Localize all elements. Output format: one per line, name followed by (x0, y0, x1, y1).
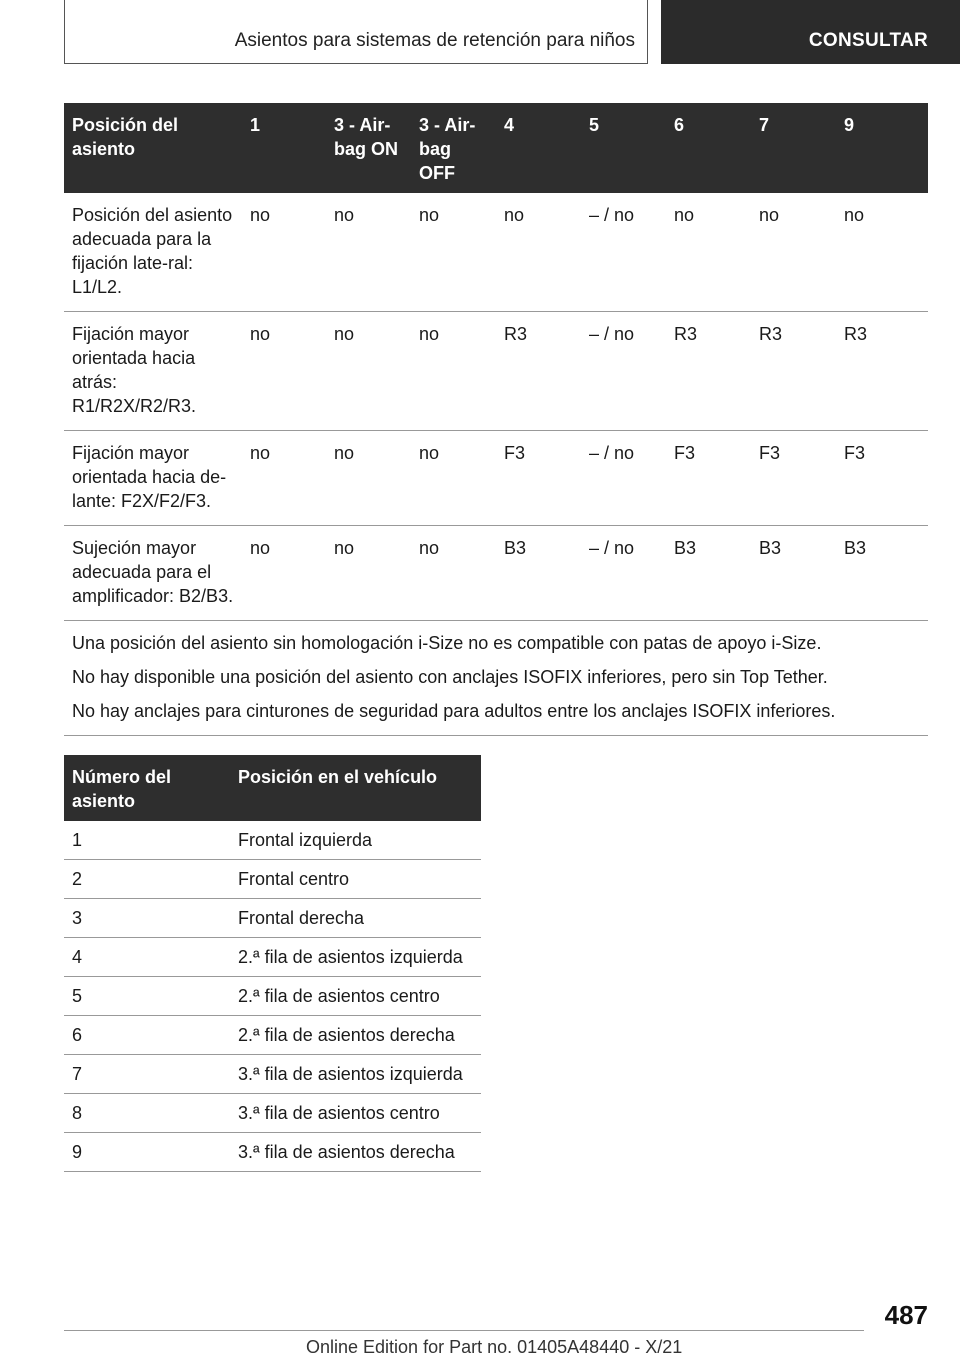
seat-number-table (64, 755, 481, 1172)
table-cell: no (242, 431, 326, 526)
table-cell: 9 (64, 1133, 230, 1172)
table-cell: 8 (64, 1094, 230, 1133)
table-header-row (64, 103, 928, 193)
table-row (64, 899, 481, 938)
table-cell: – / no (581, 431, 666, 526)
column-header: 6 (666, 103, 751, 193)
table-cell: 3.ª fila de asientos derecha (230, 1133, 481, 1172)
page-number: 487 (884, 1300, 928, 1330)
column-header: 3 - Air-bag ON (326, 103, 411, 193)
table-cell: F3 (666, 431, 751, 526)
note-line: No hay disponible una posición del asiento con anclajes ISOFIX inferiores, pero sin Top Tether. (72, 667, 828, 687)
table-row (64, 1055, 481, 1094)
isofix-compatibility-table (64, 103, 928, 736)
table-cell: no (326, 526, 411, 621)
table-cell: no (326, 193, 411, 312)
column-header: 4 (496, 103, 581, 193)
table-cell: Frontal izquierda (230, 821, 481, 860)
section-title: Asientos para sistemas de retención para niños (234, 30, 635, 51)
footer-divider (64, 1330, 864, 1331)
table-cell: no (411, 193, 496, 312)
table-cell: Frontal centro (230, 860, 481, 899)
table-cell: 7 (64, 1055, 230, 1094)
table-cell: no (242, 526, 326, 621)
header-tab[interactable] (661, 0, 960, 64)
table-cell: Frontal derecha (230, 899, 481, 938)
table-cell: no (242, 193, 326, 312)
table-cell: Fijación mayor orientada hacia de-lante: F2X/F2/F3. (64, 431, 242, 526)
edition-text: Online Edition for Part no. 01405A48440 - X/21 (306, 1337, 683, 1357)
table-cell: no (242, 312, 326, 431)
table-cell: F3 (751, 431, 836, 526)
table-cell: F3 (496, 431, 581, 526)
table-cell: B3 (666, 526, 751, 621)
table-cell: R3 (751, 312, 836, 431)
table-cell: 5 (64, 977, 230, 1016)
table-cell: 2.ª fila de asientos centro (230, 977, 481, 1016)
column-header: 1 (242, 103, 326, 193)
table-cell: no (326, 431, 411, 526)
notes-row (64, 621, 928, 736)
tab-consultar[interactable]: CONSULTAR (808, 30, 928, 51)
table-row (64, 821, 481, 860)
table-cell: B3 (751, 526, 836, 621)
table-cell: no (326, 312, 411, 431)
table-cell: R3 (496, 312, 581, 431)
table-row (64, 431, 928, 526)
table-cell: – / no (581, 312, 666, 431)
table-row (64, 1094, 481, 1133)
table-cell: F3 (836, 431, 928, 526)
table-row (64, 938, 481, 977)
table-cell: no (751, 193, 836, 312)
note-line: No hay anclajes para cinturones de seguridad para adultos entre los anclajes ISOFIX inferiores. (72, 701, 836, 721)
column-header: 5 (581, 103, 666, 193)
column-header: Número del asiento (64, 755, 230, 821)
table-cell: 3.ª fila de asientos izquierda (230, 1055, 481, 1094)
table-cell: 1 (64, 821, 230, 860)
table-row (64, 860, 481, 899)
table-row (64, 312, 928, 431)
table-cell: R3 (666, 312, 751, 431)
table-notes (64, 621, 928, 736)
table-row (64, 977, 481, 1016)
column-header: 7 (751, 103, 836, 193)
header-section-box (64, 0, 648, 64)
table-cell: – / no (581, 193, 666, 312)
table-row (64, 193, 928, 312)
table-cell: no (496, 193, 581, 312)
column-header: 3 - Air-bag OFF (411, 103, 496, 193)
table-cell: Sujeción mayor adecuada para el amplificador: B2/B3. (64, 526, 242, 621)
table-cell: 2 (64, 860, 230, 899)
column-header: 9 (836, 103, 928, 193)
table-cell: no (666, 193, 751, 312)
table-cell: R3 (836, 312, 928, 431)
table-row (64, 526, 928, 621)
table-row (64, 1133, 481, 1172)
table-cell: Posición del asiento adecuada para la fijación late-ral: L1/L2. (64, 193, 242, 312)
table-cell: 6 (64, 1016, 230, 1055)
table-cell: 4 (64, 938, 230, 977)
note-line: Una posición del asiento sin homologación i-Size no es compatible con patas de apoyo i-Size. (72, 633, 822, 653)
table-cell: B3 (496, 526, 581, 621)
table-cell: no (411, 312, 496, 431)
table-cell: Fijación mayor orientada hacia atrás: R1/R2X/R2/R3. (64, 312, 242, 431)
column-header: Posición del asiento (64, 103, 242, 193)
table-cell: 2.ª fila de asientos derecha (230, 1016, 481, 1055)
table-cell: no (411, 431, 496, 526)
column-header: Posición en el vehículo (230, 755, 481, 821)
table-header-row (64, 755, 481, 821)
table-row (64, 1016, 481, 1055)
table-cell: – / no (581, 526, 666, 621)
table-cell: B3 (836, 526, 928, 621)
table-cell: no (411, 526, 496, 621)
table-cell: 2.ª fila de asientos izquierda (230, 938, 481, 977)
table-cell: no (836, 193, 928, 312)
table-cell: 3 (64, 899, 230, 938)
table-cell: 3.ª fila de asientos centro (230, 1094, 481, 1133)
